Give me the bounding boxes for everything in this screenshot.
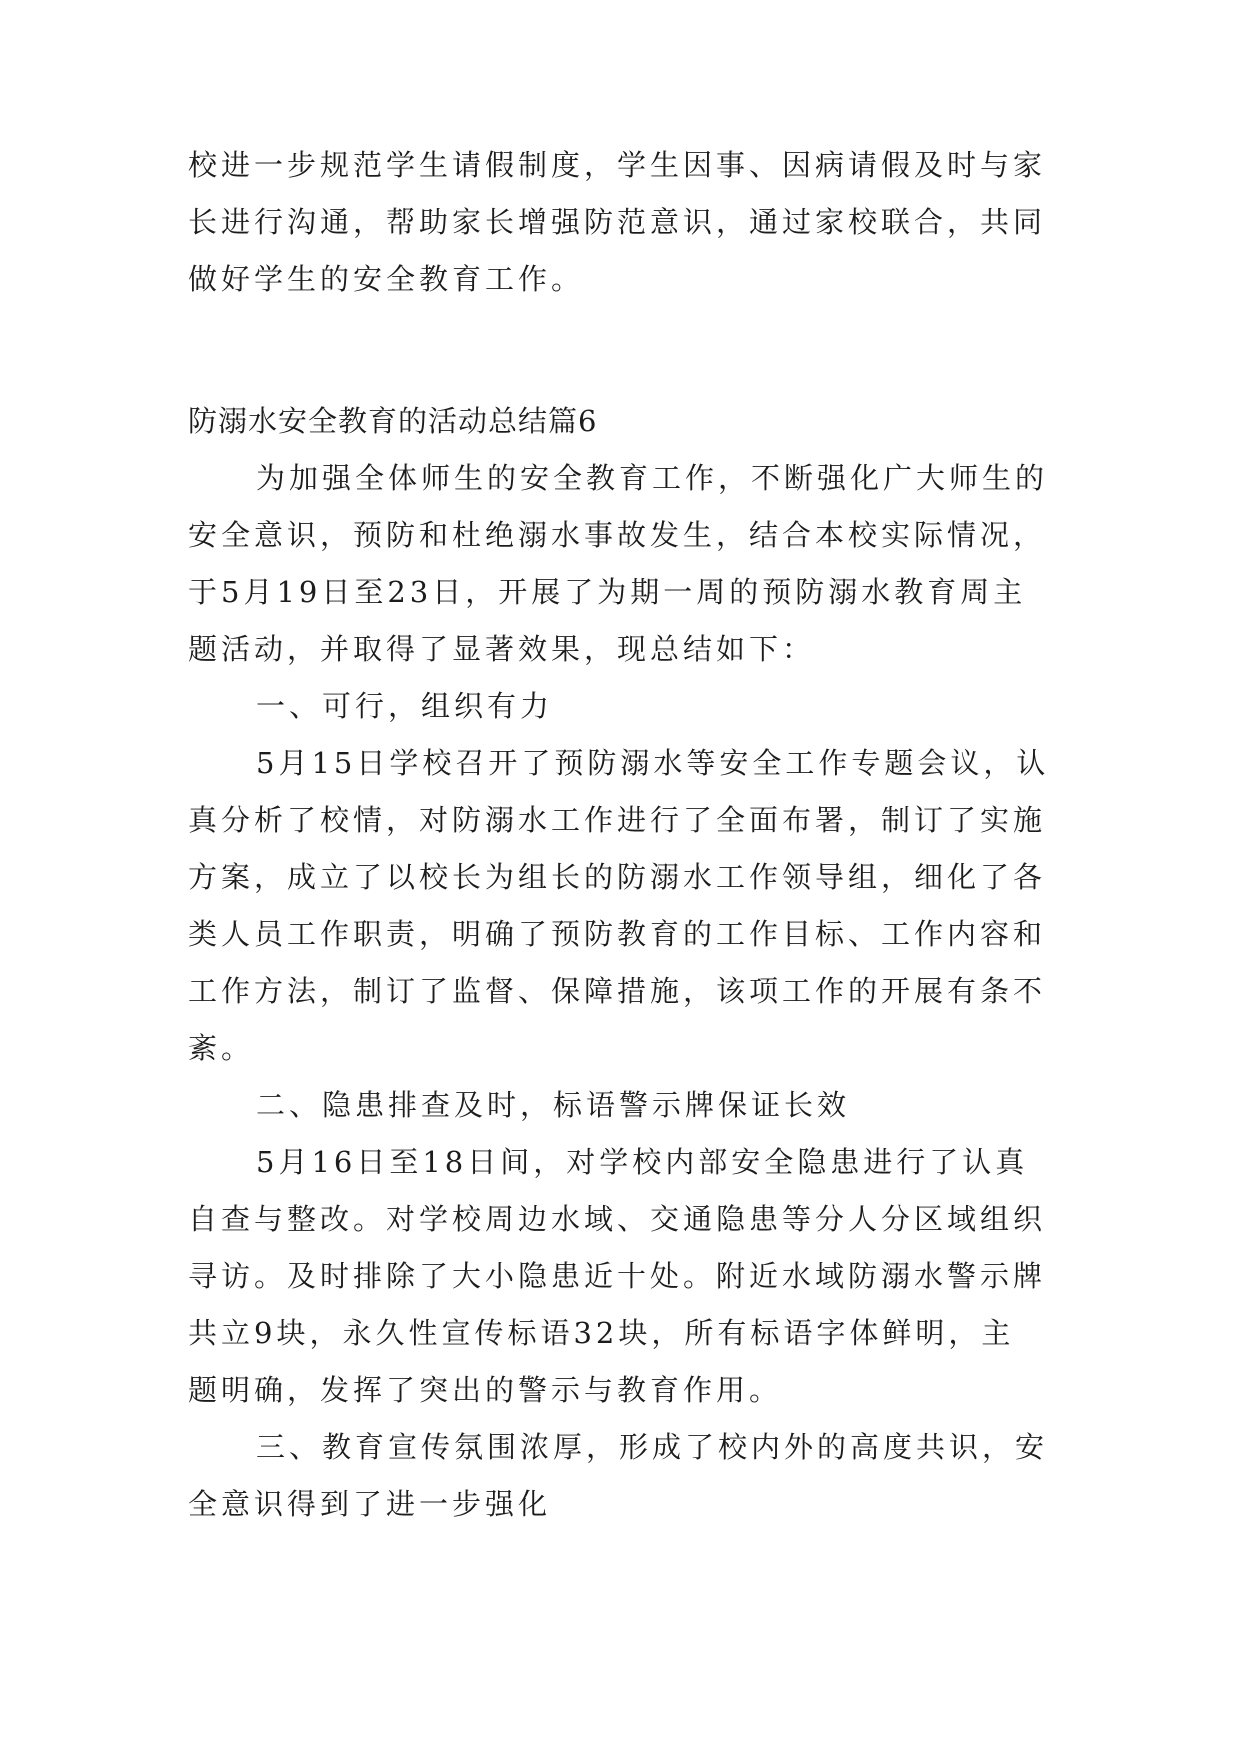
text-line: 于5月19日至23日，开展了为期一周的预防溺水教育周主: [188, 575, 1027, 609]
intro-paragraph: [188, 137, 1048, 308]
text-line: 自查与整改。对学校周边水域、交通隐患等分人分区域组织: [188, 1202, 1047, 1236]
section-title: 防溺水安全教育的活动总结篇6: [188, 404, 598, 438]
text-line: 长进行沟通，帮助家长增强防范意识，通过家校联合，共同: [188, 205, 1047, 239]
text-line: 题明确，发挥了突出的警示与教育作用。: [188, 1373, 783, 1407]
text-line: 真分析了校情，对防溺水工作进行了全面布署，制订了实施: [188, 803, 1047, 837]
body-content: [188, 450, 1048, 1533]
text-line: 三、教育宣传氛围浓厚，形成了校内外的高度共识，安: [256, 1430, 1049, 1464]
text-line: 共立9块，永久性宣传标语32块，所有标语字体鲜明，主: [188, 1316, 1015, 1350]
text-line: 校进一步规范学生请假制度，学生因事、因病请假及时与家: [188, 148, 1047, 182]
heading-3: [188, 1419, 1048, 1533]
text-line: 类人员工作职责，明确了预防教育的工作目标、工作内容和: [188, 917, 1047, 951]
text-line: 做好学生的安全教育工作。: [188, 262, 585, 296]
paragraph-organization: [188, 735, 1048, 1077]
text-line: 全意识得到了进一步强化: [188, 1487, 552, 1521]
text-line: 安全意识，预防和杜绝溺水事故发生，结合本校实际情况，: [188, 518, 1047, 552]
paragraph-inspection: [188, 1134, 1048, 1419]
text-line: 方案，成立了以校长为组长的防溺水工作领导组，细化了各: [188, 860, 1047, 894]
heading-2: 二、隐患排查及时，标语警示牌保证长效: [256, 1088, 851, 1122]
text-line: 5月15日学校召开了预防溺水等安全工作专题会议，认: [256, 746, 1050, 780]
text-line: 寻访。及时排除了大小隐患近十处。附近水域防溺水警示牌: [188, 1259, 1047, 1293]
text-line: 为加强全体师生的安全教育工作，不断强化广大师生的: [256, 461, 1049, 495]
text-line: 题活动，并取得了显著效果，现总结如下：: [188, 632, 816, 666]
text-line: 工作方法，制订了监督、保障措施，该项工作的开展有条不: [188, 974, 1047, 1008]
text-line: 5月16日至18日间，对学校内部安全隐患进行了认真: [256, 1145, 1029, 1179]
heading-1: 一、可行，组织有力: [256, 689, 554, 723]
text-line: 紊。: [188, 1031, 255, 1065]
paragraph-intro: [188, 450, 1048, 678]
